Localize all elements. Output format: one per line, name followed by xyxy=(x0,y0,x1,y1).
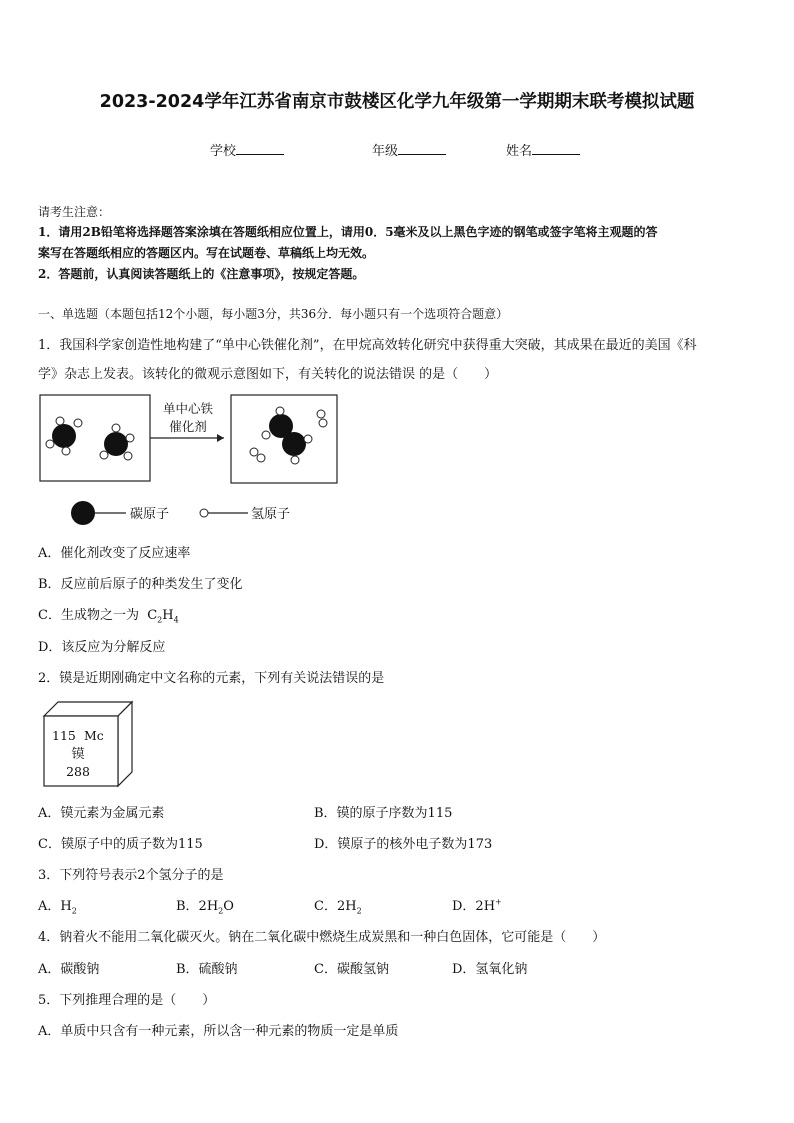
q1-option-a: A．催化剂改变了反应速率 xyxy=(38,546,191,561)
q4-stem: 4．钠着火不能用二氧化碳灭火。钠在二氧化碳中燃烧生成炭黑和一种白色固体，它可能是（ ） xyxy=(38,930,606,945)
cube-atomic-mass: 288 xyxy=(66,764,90,779)
hydrogen-atom-legend xyxy=(200,509,208,517)
methane-molecule-2 xyxy=(100,424,134,460)
notice-item-1a: 1．请用2B铅笔将选择题答案涂填在答题纸相应位置上，请用0．5毫米及以上黑色字迹的钢笔或签字笔将主观题的答 xyxy=(38,225,658,239)
school-label: 学校 xyxy=(210,144,237,159)
grade-field xyxy=(372,140,446,159)
name-label: 姓名 xyxy=(506,144,533,159)
q3-option-b: B．$2H_2O$ xyxy=(176,899,234,916)
carbon-atom-legend xyxy=(71,501,95,525)
q3-option-c: C．$2H_2$ xyxy=(314,899,362,916)
q1-option-d: D．该反应为分解反应 xyxy=(38,640,166,655)
q1-option-b: B．反应前后原子的种类发生了变化 xyxy=(38,577,243,592)
q3-option-a: A．$H_2$ xyxy=(38,899,77,916)
grade-label: 年级 xyxy=(372,144,399,159)
name-field xyxy=(506,140,580,159)
q1-option-c-text: C．生成物之一为 xyxy=(38,608,139,623)
q4-option-d: D．氢氧化钠 xyxy=(452,962,528,977)
q2-option-b: B．镆的原子序数为115 xyxy=(314,806,453,821)
q3-stem: 3．下列符号表示2个氢分子的是 xyxy=(38,868,224,883)
q5-option-a: A．单质中只含有一种元素，所以含一种元素的物质一定是单质 xyxy=(38,1024,399,1039)
q3-option-d: D．2H+ xyxy=(452,897,502,914)
school-blank xyxy=(236,142,284,155)
ethylene-molecule xyxy=(262,407,312,464)
q1-stem-line1: 1．我国科学家创造性地构建了“单中心铁催化剂”，在甲烷高效转化研究中获得重大突破，其成果在最近的美国《科 xyxy=(38,338,697,353)
cube-element-symbol: Mc xyxy=(84,728,104,743)
page-title: 2023-2024学年江苏省南京市鼓楼区化学九年级第一学期期末联考模拟试题 xyxy=(99,92,695,112)
hydrogen-molecule-2 xyxy=(317,410,327,427)
reaction-diagram xyxy=(38,392,343,528)
section-heading: 一、单选题（本题包括12个小题，每小题3分，共36分．每小题只有一个选项符合题意） xyxy=(38,307,509,321)
name-blank xyxy=(532,142,580,155)
cube-element-name: 镆 xyxy=(71,747,85,762)
q5-stem: 5．下列推理合理的是（ ） xyxy=(38,993,216,1008)
q2-option-a: A．镆元素为金属元素 xyxy=(38,806,165,821)
q2-stem: 2．镆是近期刚确定中文名称的元素，下列有关说法错误的是 xyxy=(38,671,385,686)
hydrogen-molecule-1 xyxy=(250,448,265,462)
q1-stem-line2: 学》杂志上发表。该转化的微观示意图如下，有关转化的说法错误 的是（ ） xyxy=(38,367,498,382)
legend xyxy=(71,501,290,525)
notice-item-1b: 案写在答题纸相应的答题区内。写在试题卷、草稿纸上均无效。 xyxy=(38,246,375,260)
arrow-label-line1: 单中心铁 xyxy=(162,401,214,416)
methane-molecule-1 xyxy=(46,417,82,455)
q1-option-c: C．生成物之一为 $C_2H_4$ xyxy=(38,608,179,625)
school-field xyxy=(210,140,284,159)
notice-heading: 请考生注意： xyxy=(38,205,111,219)
notice-item-2: 2．答题前，认真阅读答题纸上的《注意事项》，按规定答题。 xyxy=(38,267,365,281)
q4-option-a: A．碳酸钠 xyxy=(38,962,100,977)
grade-blank xyxy=(398,142,446,155)
legend-hydrogen-label: 氢原子 xyxy=(251,507,291,522)
cube-atomic-number: 115 xyxy=(52,728,76,743)
legend-carbon-label: 碳原子 xyxy=(130,507,170,522)
q2-option-c: C．镆原子中的质子数为115 xyxy=(38,837,203,852)
element-cube xyxy=(40,698,136,790)
q4-option-b: B．硫酸钠 xyxy=(176,962,238,977)
arrow-label-line2: 催化剂 xyxy=(169,419,207,434)
q4-option-c: C．碳酸氢钠 xyxy=(314,962,389,977)
q2-option-d: D．镆原子的核外电子数为173 xyxy=(314,837,493,852)
